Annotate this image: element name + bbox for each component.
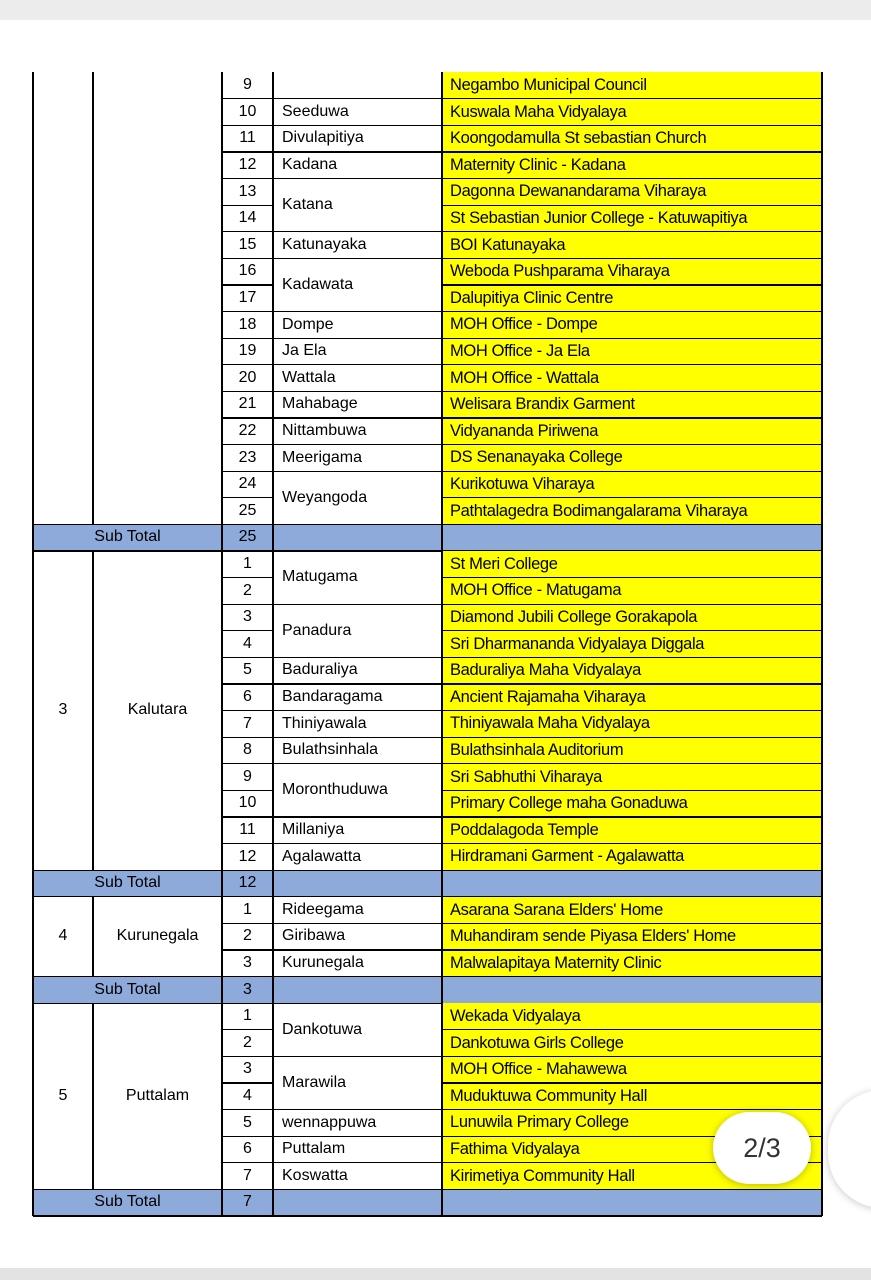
subtotal-count: 12 [238, 874, 257, 892]
moh-area: Matugama [282, 568, 358, 586]
row-number: 14 [238, 209, 257, 227]
column-divider [441, 870, 442, 897]
column-divider [821, 976, 822, 1003]
province-number: 5 [58, 1087, 68, 1105]
row-divider [442, 604, 822, 605]
moh-area: Marawila [282, 1073, 347, 1091]
centre-location: Asarana Sarana Elders' Home [450, 900, 663, 919]
row-number: 1 [243, 900, 252, 918]
column-divider [272, 72, 273, 524]
moh-area: Koswatta [282, 1166, 348, 1184]
centre-location: St Meri College [450, 554, 558, 573]
column-divider [272, 897, 273, 977]
row-divider [222, 471, 273, 472]
row-number: 7 [243, 1166, 252, 1184]
row-number: 11 [239, 129, 256, 147]
row-divider [33, 976, 822, 977]
row-number: 2 [243, 581, 252, 599]
column-divider [441, 897, 442, 977]
page-indicator-label: 2/3 [743, 1132, 781, 1163]
centre-location: Pathtalagedra Bodimangalarama Viharaya [450, 501, 748, 520]
centre-location: Muhandiram sende Piyasa Elders' Home [450, 927, 736, 946]
moh-area: Rideegama [282, 900, 364, 918]
row-number: 2 [243, 1033, 252, 1051]
row-divider [273, 391, 442, 392]
subtotal-count: 3 [243, 980, 252, 998]
centre-location: Muduktuwa Community Hall [450, 1086, 648, 1105]
row-number: 1 [243, 1007, 252, 1025]
row-divider [222, 1162, 273, 1163]
row-divider [273, 338, 442, 339]
row-divider [273, 178, 442, 179]
row-divider [33, 1215, 822, 1216]
centre-location: MOH Office - Ja Ela [450, 342, 590, 361]
centre-location: MOH Office - Wattala [450, 368, 599, 387]
row-divider [222, 1029, 273, 1030]
moh-area: Millaniya [282, 821, 345, 839]
province-number: 3 [58, 701, 68, 719]
centre-location: Primary College maha Gonaduwa [450, 794, 688, 813]
centre-location: Sri Dharmananda Vidyalaya Diggala [450, 634, 705, 653]
row-divider [442, 151, 822, 152]
subtotal-label: Sub Total [94, 980, 161, 998]
centre-location: Fathima Vidyalaya [450, 1140, 580, 1159]
column-divider [221, 1003, 222, 1189]
centre-location: Sri Sabhuthi Viharaya [450, 767, 602, 786]
row-divider [273, 1056, 442, 1057]
row-divider [273, 125, 442, 126]
moh-area: Bulathsinhala [282, 741, 379, 759]
row-divider [442, 417, 822, 418]
row-divider [442, 125, 822, 126]
row-divider [273, 923, 442, 924]
moh-area: Dankotuwa [282, 1020, 363, 1038]
row-divider [33, 1189, 822, 1190]
column-divider [221, 897, 222, 977]
centre-location: Wekada Vidyalaya [450, 1007, 581, 1026]
column-divider [821, 72, 822, 524]
row-divider [442, 1029, 822, 1030]
row-divider [222, 98, 273, 99]
row-divider [222, 683, 273, 684]
row-number: 3 [243, 954, 252, 972]
row-divider [222, 737, 273, 738]
row-divider [222, 657, 273, 658]
moh-area [273, 72, 442, 99]
row-divider [222, 1109, 273, 1110]
column-divider [32, 870, 33, 897]
row-divider [442, 258, 822, 259]
moh-area: Thiniyawala [282, 714, 367, 732]
row-number: 3 [243, 608, 252, 626]
column-divider [92, 72, 93, 524]
row-divider [273, 843, 442, 844]
row-divider [273, 364, 442, 365]
centre-location: Dagonna Dewanandarama Viharaya [450, 182, 707, 201]
row-number: 2 [243, 927, 252, 945]
column-divider [441, 72, 442, 524]
column-divider [32, 551, 33, 870]
row-divider [442, 816, 822, 817]
row-number: 12 [238, 156, 257, 174]
row-divider [222, 205, 273, 206]
row-divider [222, 604, 273, 605]
row-divider [222, 311, 273, 312]
moh-area: Agalawatta [282, 847, 362, 865]
centre-location: Kurikotuwa Viharaya [450, 475, 595, 494]
province-number: 4 [58, 927, 68, 945]
centre-location: Hirdramani Garment - Agalawatta [450, 847, 684, 866]
row-divider [442, 1082, 822, 1083]
row-divider [273, 1109, 442, 1110]
row-divider [222, 843, 273, 844]
moh-area: Bandaragama [282, 688, 383, 706]
moh-area: Divulapitiya [282, 129, 364, 147]
moh-area: Nittambuwa [282, 422, 367, 440]
centre-location: Koongodamulla St sebastian Church [450, 129, 707, 148]
row-number: 12 [238, 847, 257, 865]
row-divider [222, 790, 273, 791]
row-divider [442, 657, 822, 658]
row-divider [442, 364, 822, 365]
column-divider [32, 524, 33, 551]
row-divider [222, 258, 273, 259]
centre-location: Dalupitiya Clinic Centre [450, 288, 614, 307]
row-divider [442, 444, 822, 445]
column-divider [272, 551, 273, 870]
row-divider [273, 763, 442, 764]
row-divider [222, 338, 273, 339]
centre-location: Maternity Clinic - Kadana [450, 155, 626, 174]
column-divider [272, 870, 273, 897]
row-divider [222, 125, 273, 126]
column-divider [221, 976, 222, 1003]
row-divider [442, 1109, 822, 1110]
row-number: 5 [243, 661, 252, 679]
row-divider [33, 870, 822, 871]
row-divider [442, 710, 822, 711]
row-divider [442, 471, 822, 472]
district-name: Kalutara [127, 701, 188, 719]
centre-location: Poddalagoda Temple [450, 820, 599, 839]
moh-area: Kadana [282, 156, 338, 174]
centre-location: Baduraliya Maha Vidyalaya [450, 661, 641, 680]
bottom-strip [0, 1268, 871, 1280]
centre-location: Lunuwila Primary College [450, 1113, 629, 1132]
centre-location: Dankotuwa Girls College [450, 1033, 624, 1052]
row-divider [222, 949, 273, 950]
column-divider [221, 524, 222, 551]
district-name: Puttalam [125, 1087, 190, 1105]
row-divider [222, 816, 273, 817]
centre-location: Kuswala Maha Vidyalaya [450, 102, 627, 121]
row-number: 6 [243, 1140, 252, 1158]
column-divider [441, 1189, 442, 1216]
row-divider [273, 604, 442, 605]
centre-location: Ancient Rajamaha Viharaya [450, 687, 646, 706]
row-divider [442, 577, 822, 578]
centre-location: Weboda Pushparama Viharaya [450, 262, 670, 281]
row-number: 17 [238, 289, 257, 307]
row-divider [222, 1082, 273, 1083]
row-number: 23 [238, 448, 257, 466]
row-number: 5 [243, 1113, 252, 1131]
row-divider [442, 284, 822, 285]
row-divider [273, 816, 442, 817]
moh-area: Meerigama [282, 448, 363, 466]
moh-area: Panadura [282, 621, 352, 639]
row-divider [442, 178, 822, 179]
moh-area: Weyangoda [282, 488, 368, 506]
moh-area: Dompe [282, 315, 334, 333]
row-number: 8 [243, 741, 252, 759]
column-divider [32, 976, 33, 1003]
centre-location: MOH Office - Mahawewa [450, 1060, 627, 1079]
subtotal-label: Sub Total [94, 874, 161, 892]
centre-location: DS Senanayaka College [450, 448, 623, 467]
row-divider [273, 98, 442, 99]
row-number: 4 [243, 634, 252, 652]
moh-area: Katunayaka [282, 235, 367, 253]
row-number: 16 [238, 262, 257, 280]
row-divider [442, 843, 822, 844]
column-divider [821, 551, 822, 870]
centre-location: St Sebastian Junior College - Katuwapitiya [450, 209, 748, 228]
row-divider [222, 763, 273, 764]
row-divider [442, 923, 822, 924]
column-divider [92, 551, 93, 870]
row-divider [442, 949, 822, 950]
row-number: 25 [238, 501, 257, 519]
moh-area: Seeduwa [282, 102, 349, 120]
centre-location: BOI Katunayaka [450, 235, 566, 254]
column-divider [32, 897, 33, 977]
row-number: 1 [243, 555, 252, 573]
row-number: 22 [238, 422, 257, 440]
row-number: 13 [238, 182, 257, 200]
row-number: 19 [238, 342, 257, 360]
column-divider [441, 524, 442, 551]
row-divider [222, 178, 273, 179]
centre-location: Malwalapitaya Maternity Clinic [450, 953, 662, 972]
row-number: 10 [238, 102, 257, 120]
moh-area: Moronthuduwa [282, 781, 388, 799]
row-number: 7 [243, 714, 252, 732]
row-number: 3 [243, 1060, 252, 1078]
moh-area: Katana [282, 195, 333, 213]
row-divider [273, 1136, 442, 1137]
moh-area: Kurunegala [282, 954, 364, 972]
moh-area: Ja Ela [282, 342, 327, 360]
column-divider [32, 1003, 33, 1189]
row-divider [442, 683, 822, 684]
moh-area: Giribawa [282, 927, 346, 945]
district-name: Kurunegala [116, 927, 199, 945]
row-divider [222, 364, 273, 365]
row-divider [222, 391, 273, 392]
row-number: 24 [238, 475, 257, 493]
row-divider [273, 657, 442, 658]
row-number: 18 [238, 315, 257, 333]
row-divider [222, 577, 273, 578]
column-divider [32, 1189, 33, 1216]
row-divider [222, 151, 273, 152]
row-divider [273, 151, 442, 152]
row-divider [222, 630, 273, 631]
column-divider [272, 976, 273, 1003]
row-divider [442, 338, 822, 339]
vaccination-centres-table [33, 72, 822, 1216]
centre-location: Bulathsinhala Auditorium [450, 741, 624, 760]
row-divider [273, 417, 442, 418]
centre-location: Negambo Municipal Council [450, 76, 647, 95]
row-divider [273, 683, 442, 684]
centre-location: Vidyananda Piriwena [450, 421, 599, 440]
column-divider [92, 897, 93, 977]
column-divider [221, 551, 222, 870]
moh-area: wennappuwa [282, 1113, 377, 1131]
row-divider [442, 231, 822, 232]
column-divider [821, 870, 822, 897]
moh-area: Mahabage [282, 395, 358, 413]
column-divider [441, 976, 442, 1003]
row-number: 4 [243, 1087, 252, 1105]
row-divider [273, 471, 442, 472]
column-divider [821, 524, 822, 551]
row-number: 9 [243, 76, 252, 94]
row-divider [222, 923, 273, 924]
row-number: 10 [238, 794, 257, 812]
row-divider [273, 737, 442, 738]
row-number: 11 [239, 821, 256, 839]
row-number: 9 [243, 767, 252, 785]
row-divider [273, 1162, 442, 1163]
column-divider [821, 897, 822, 977]
row-divider [273, 258, 442, 259]
row-divider [442, 98, 822, 99]
row-number: 21 [238, 395, 257, 413]
column-divider [272, 1003, 273, 1189]
column-divider [441, 551, 442, 870]
row-divider [222, 417, 273, 418]
row-divider [442, 205, 822, 206]
row-divider [273, 231, 442, 232]
row-divider [442, 497, 822, 498]
row-divider [273, 710, 442, 711]
row-divider [222, 231, 273, 232]
row-divider [442, 763, 822, 764]
column-divider [221, 1189, 222, 1216]
row-divider [442, 391, 822, 392]
row-divider [222, 1056, 273, 1057]
moh-area: Puttalam [282, 1140, 346, 1158]
centre-location: Kirimetiya Community Hall [450, 1166, 635, 1185]
row-divider [442, 1056, 822, 1057]
page-indicator[interactable] [713, 1112, 811, 1184]
subtotal-label: Sub Total [94, 528, 161, 546]
moh-area: Baduraliya [282, 661, 358, 679]
subtotal-count: 25 [238, 528, 257, 546]
row-divider [222, 710, 273, 711]
column-divider [441, 1003, 442, 1189]
row-divider [273, 949, 442, 950]
column-divider [272, 524, 273, 551]
column-divider [272, 1189, 273, 1216]
centre-location: MOH Office - Dompe [450, 315, 598, 334]
row-divider [222, 444, 273, 445]
moh-area: Wattala [282, 368, 336, 386]
column-divider [821, 1189, 822, 1216]
centre-location: Diamond Jubili College Gorakapola [450, 608, 698, 627]
top-status-strip [0, 0, 871, 20]
row-number: 15 [238, 235, 257, 253]
row-divider [273, 444, 442, 445]
centre-location: Welisara Brandix Garment [450, 395, 635, 414]
column-divider [221, 870, 222, 897]
column-divider [221, 72, 222, 524]
row-divider [222, 497, 273, 498]
centre-location: Thiniyawala Maha Vidyalaya [450, 714, 650, 733]
row-divider [273, 311, 442, 312]
row-number: 6 [243, 688, 252, 706]
subtotal-label: Sub Total [94, 1193, 161, 1211]
row-divider [442, 737, 822, 738]
row-divider [442, 630, 822, 631]
row-divider [33, 524, 822, 525]
moh-area: Kadawata [282, 275, 354, 293]
row-divider [442, 311, 822, 312]
subtotal-count: 7 [243, 1193, 252, 1211]
column-divider [32, 72, 33, 524]
column-divider [821, 1003, 822, 1189]
row-divider [442, 790, 822, 791]
column-divider [92, 1003, 93, 1189]
row-divider [222, 1136, 273, 1137]
centre-location: MOH Office - Matugama [450, 581, 622, 600]
row-number: 20 [238, 368, 257, 386]
row-divider [222, 284, 273, 285]
